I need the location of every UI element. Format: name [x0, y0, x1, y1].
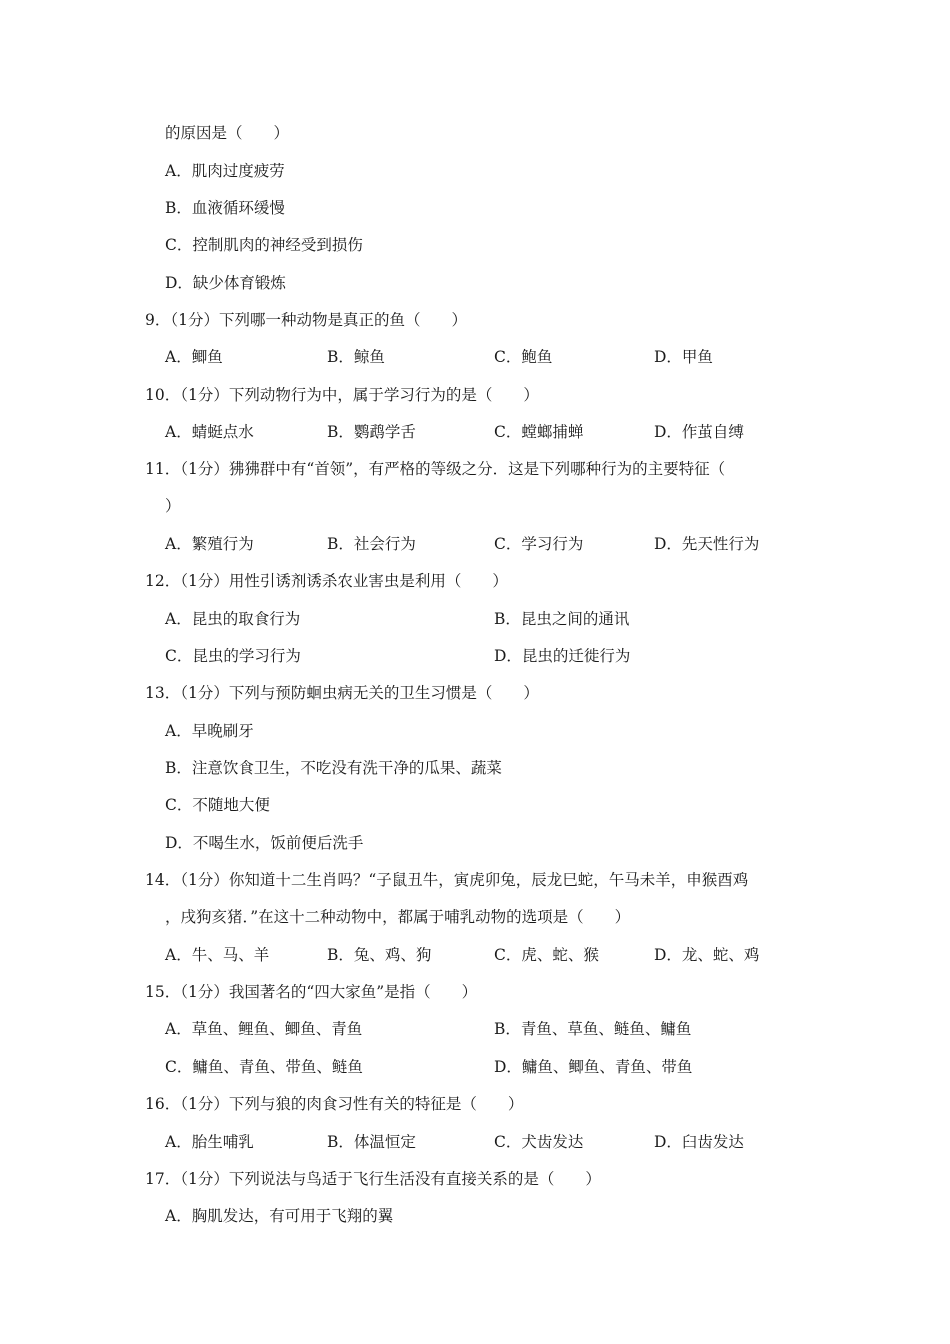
q12-option-b: B．昆虫之间的通讯 [494, 610, 630, 628]
q13-option-b: B．注意饮食卫生，不吃没有洗干净的瓜果、蔬菜 [165, 759, 502, 777]
q16-option-a: A．胎生哺乳 [165, 1133, 254, 1151]
q8-option-d: D．缺少体育锻炼 [165, 274, 286, 292]
q10-option-c: C．螳螂捕蝉 [494, 423, 584, 441]
q8-continuation: 的原因是（ ） [165, 124, 290, 142]
q14-option-a: A．牛、马、羊 [165, 946, 270, 964]
q14-option-c: C．虎、蛇、猴 [494, 946, 599, 964]
q11-option-d: D．先天性行为 [654, 535, 760, 553]
q13-option-d: D．不喝生水，饭前便后洗手 [165, 834, 364, 852]
q13-option-a: A．早晚刷牙 [165, 722, 254, 740]
q9-option-c: C．鲍鱼 [494, 348, 553, 366]
q9-stem: 9．（1分）下列哪一种动物是真正的鱼（ ） [145, 311, 467, 329]
q9-option-d: D．甲鱼 [654, 348, 713, 366]
q14-stem: 14．（1分）你知道十二生肖吗？“子鼠丑牛，寅虎卯兔，辰龙巳蛇，午马未羊，申猴酉鸡 [145, 871, 749, 889]
q16-stem: 16．（1分）下列与狼的肉食习性有关的特征是（ ） [145, 1095, 524, 1113]
q17-option-a: A．胸肌发达，有可用于飞翔的翼 [165, 1207, 394, 1225]
q8-option-b: B．血液循环缓慢 [165, 199, 285, 217]
q10-option-a: A．蜻蜓点水 [165, 423, 254, 441]
q9-option-b: B．鲸鱼 [327, 348, 385, 366]
q15-option-b: B．青鱼、草鱼、鲢鱼、鳙鱼 [494, 1020, 692, 1038]
q8-option-c: C．控制肌肉的神经受到损伤 [165, 236, 363, 254]
q16-option-d: D．臼齿发达 [654, 1133, 744, 1151]
q14-option-b: B．兔、鸡、狗 [327, 946, 432, 964]
q16-option-b: B．体温恒定 [327, 1133, 416, 1151]
q12-option-c: C．昆虫的学习行为 [165, 647, 301, 665]
q10-option-b: B．鹦鹉学舌 [327, 423, 416, 441]
q12-option-d: D．昆虫的迁徙行为 [494, 647, 631, 665]
q10-option-d: D．作茧自缚 [654, 423, 744, 441]
q10-stem: 10．（1分）下列动物行为中，属于学习行为的是（ ） [145, 386, 539, 404]
q15-option-a: A．草鱼、鲤鱼、鲫鱼、青鱼 [165, 1020, 363, 1038]
q15-option-d: D．鳙鱼、鲫鱼、青鱼、带鱼 [494, 1058, 693, 1076]
q13-option-c: C．不随地大便 [165, 796, 270, 814]
q14-option-d: D．龙、蛇、鸡 [654, 946, 760, 964]
q11-stem-cont: ） [165, 497, 181, 515]
q8-option-a: A．肌肉过度疲劳 [165, 162, 285, 180]
q16-option-c: C．犬齿发达 [494, 1133, 584, 1151]
q9-option-a: A．鲫鱼 [165, 348, 223, 366]
q11-option-a: A．繁殖行为 [165, 535, 254, 553]
q11-option-c: C．学习行为 [494, 535, 584, 553]
q12-stem: 12．（1分）用性引诱剂诱杀农业害虫是利用（ ） [145, 572, 508, 590]
q13-stem: 13．（1分）下列与预防蛔虫病无关的卫生习惯是（ ） [145, 684, 539, 702]
q11-stem: 11．（1分）狒狒群中有“首领”，有严格的等级之分．这是下列哪种行为的主要特征（ [145, 460, 726, 478]
q12-option-a: A．昆虫的取食行为 [165, 610, 301, 628]
q17-stem: 17．（1分）下列说法与鸟适于飞行生活没有直接关系的是（ ） [145, 1170, 601, 1188]
q14-stem-cont: ，戌狗亥猪．”在这十二种动物中，都属于哺乳动物的选项是（ ） [165, 908, 631, 926]
q15-option-c: C．鳙鱼、青鱼、带鱼、鲢鱼 [165, 1058, 363, 1076]
q11-option-b: B．社会行为 [327, 535, 416, 553]
q15-stem: 15．（1分）我国著名的“四大家鱼”是指（ ） [145, 983, 478, 1001]
